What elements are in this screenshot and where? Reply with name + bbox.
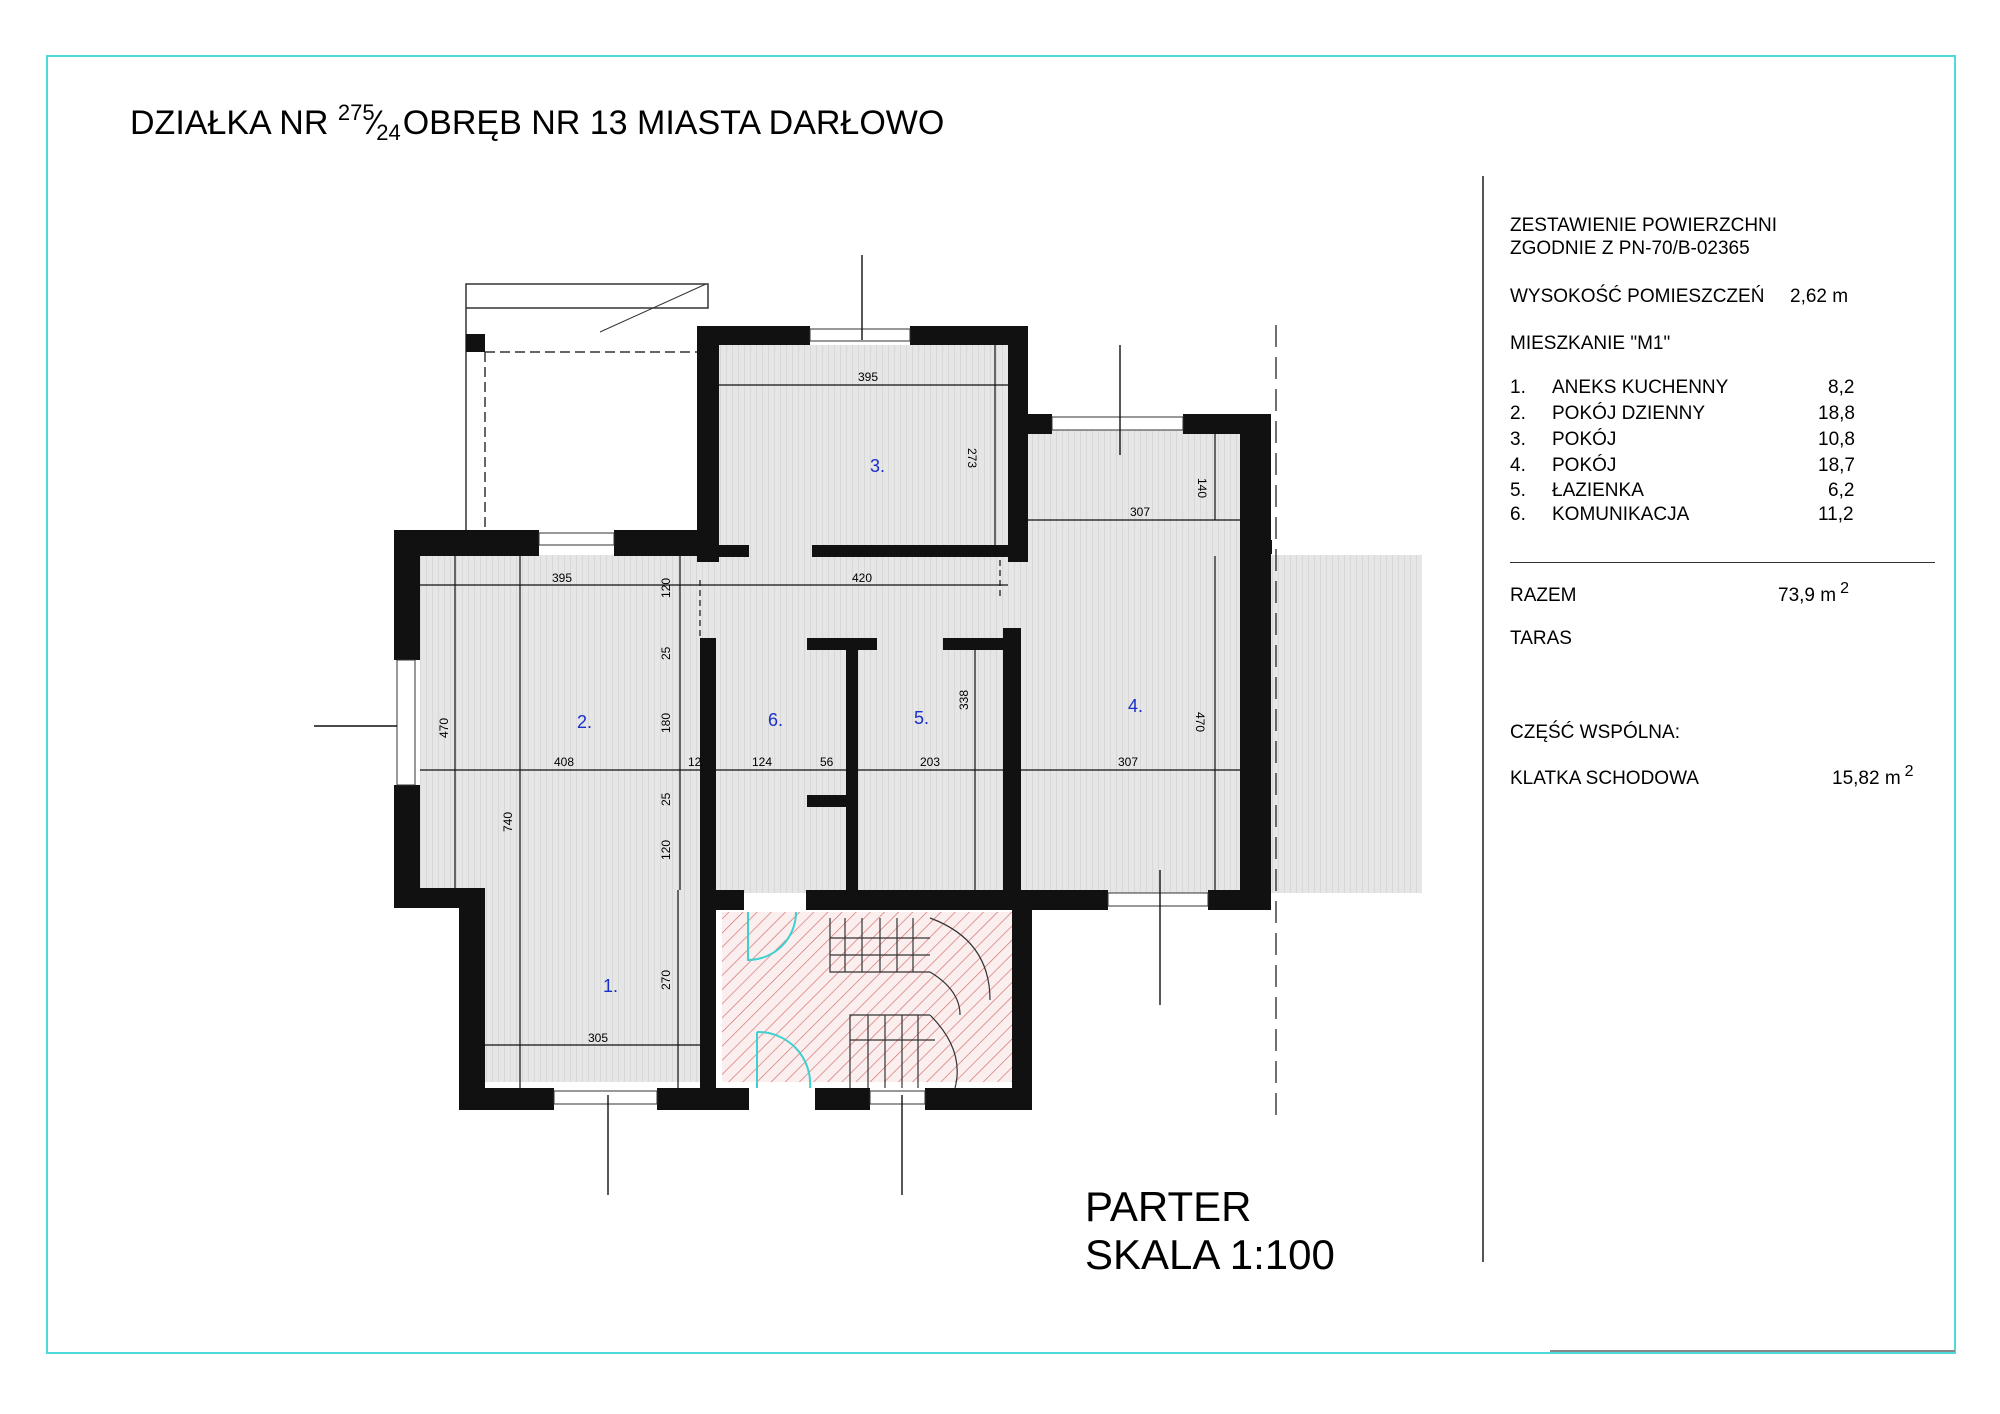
dimension-label: 408 xyxy=(554,755,575,769)
dimension-label: 420 xyxy=(852,571,873,585)
dimension-label: 273 xyxy=(965,448,979,469)
common-part-label: CZĘŚĆ WSPÓLNA: xyxy=(1510,722,1680,743)
room-number-3: 3. xyxy=(870,456,886,476)
room-list-name: KOMUNIKACJA xyxy=(1552,504,1690,525)
room-number-4: 4. xyxy=(1128,696,1144,716)
dimension-label: 740 xyxy=(501,811,515,832)
panel-divider xyxy=(1482,176,1484,1262)
terrace-outline xyxy=(466,284,708,530)
dimension-label: 203 xyxy=(920,755,941,769)
total-value xyxy=(1778,580,1849,607)
title-suffix: OBRĘB NR 13 MIASTA DARŁOWO xyxy=(402,104,945,142)
title-fraction-slash: ⁄ xyxy=(372,104,379,142)
dimension-label: 120 xyxy=(659,577,673,598)
floor-caption xyxy=(1085,1183,1335,1279)
title-fraction-numerator: 275 xyxy=(337,100,375,125)
dimension-label: 395 xyxy=(858,370,879,384)
dimension-label: 12 xyxy=(688,755,702,769)
room-list-name: POKÓJ xyxy=(1552,455,1617,476)
drawing-scale: SKALA 1:100 xyxy=(1085,1231,1335,1278)
room-list-area: 6,2 xyxy=(1828,480,1855,501)
room-list-no: 1. xyxy=(1510,377,1526,398)
room-list-name: ANEKS KUCHENNY xyxy=(1552,377,1729,398)
room-list-area: 11,2 xyxy=(1818,504,1854,525)
total-label: RAZEM xyxy=(1510,585,1577,606)
room-number-5: 5. xyxy=(914,708,930,728)
staircase-label: KLATKA SCHODOWA xyxy=(1510,768,1699,789)
dimension-label: 307 xyxy=(1130,505,1151,519)
summary-separator xyxy=(1510,562,1935,563)
room-height-value: 2,62 m xyxy=(1790,286,1849,307)
room-list-area: 10,8 xyxy=(1818,429,1855,450)
staircase-area xyxy=(1832,763,1914,790)
room-list-no: 5. xyxy=(1510,480,1526,501)
staircase-area-number: 15,82 m xyxy=(1832,768,1901,789)
total-value-sup: 2 xyxy=(1840,580,1849,597)
dimension-label: 25 xyxy=(659,792,673,806)
summary-heading-2: ZGODNIE Z PN-70/B-02365 xyxy=(1510,238,1750,259)
room-list-no: 3. xyxy=(1510,429,1526,450)
dimension-label: 124 xyxy=(752,755,773,769)
bottom-edge-line xyxy=(1550,1350,1955,1352)
room-list-area: 8,2 xyxy=(1828,377,1855,398)
room-list-name: POKÓJ xyxy=(1552,429,1617,450)
dimension-label: 180 xyxy=(659,712,673,733)
dimension-label: 395 xyxy=(552,571,573,585)
room-list-area: 18,8 xyxy=(1818,403,1855,424)
dimension-label: 140 xyxy=(1195,478,1209,499)
dimension-label: 56 xyxy=(820,755,834,769)
dimension-label: 25 xyxy=(659,646,673,660)
terrace-label: TARAS xyxy=(1510,628,1572,649)
dimension-label: 270 xyxy=(659,969,673,990)
room-list-name: POKÓJ DZIENNY xyxy=(1552,403,1706,424)
floor-name: PARTER xyxy=(1085,1183,1252,1230)
dimension-label: 120 xyxy=(659,839,673,860)
dimension-label: 470 xyxy=(1193,712,1207,733)
room-list-name: ŁAZIENKA xyxy=(1552,480,1644,501)
room-number-2: 2. xyxy=(577,712,593,732)
dimension-label: 470 xyxy=(437,717,451,738)
room-list-no: 2. xyxy=(1510,403,1526,424)
dimension-label: 338 xyxy=(957,689,971,710)
summary-heading-1: ZESTAWIENIE POWIERZCHNI xyxy=(1510,215,1778,236)
room-number-6: 6. xyxy=(768,710,784,730)
total-value-number: 73,9 m xyxy=(1778,585,1837,606)
staircase-area-sup: 2 xyxy=(1904,763,1914,780)
dimension-label: 307 xyxy=(1118,755,1139,769)
dimension-label: 305 xyxy=(588,1031,609,1045)
room-list-no: 6. xyxy=(1510,504,1526,525)
room-number-1: 1. xyxy=(603,976,619,996)
room-list-area: 18,7 xyxy=(1818,455,1855,476)
room-height-label: WYSOKOŚĆ POMIESZCZEŃ xyxy=(1510,286,1765,307)
title-fraction-denominator: 24 xyxy=(376,120,401,145)
unit-name: MIESZKANIE "M1" xyxy=(1510,333,1671,354)
title-prefix: DZIAŁKA NR xyxy=(130,104,338,142)
room-list-no: 4. xyxy=(1510,455,1526,476)
